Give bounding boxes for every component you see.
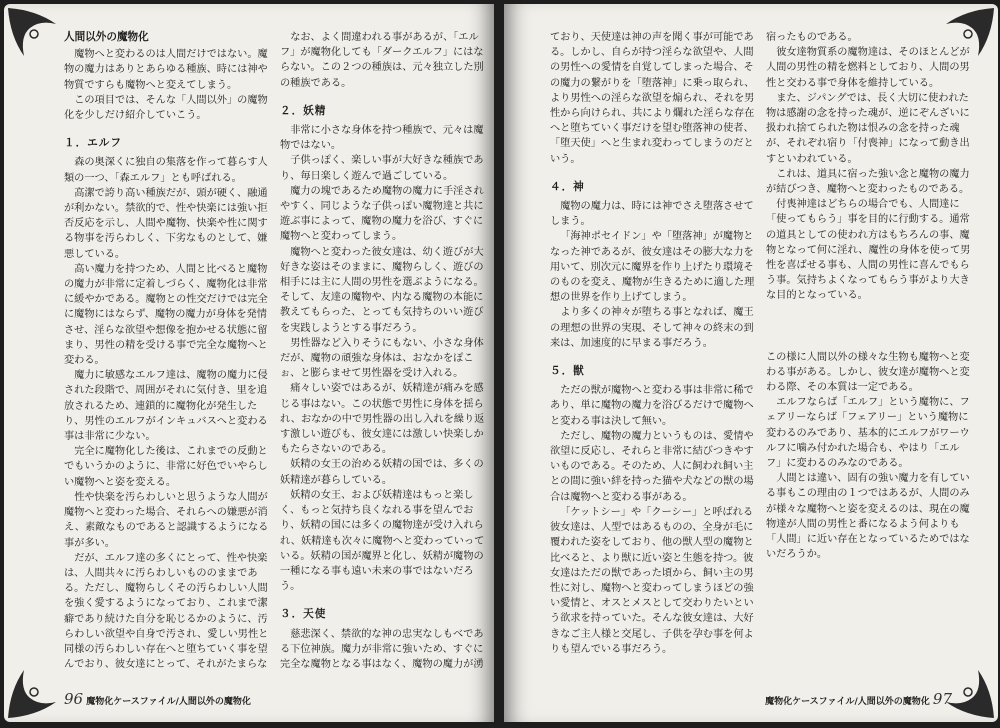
intro-paragraph: この項目では、そんな「人間以外」の魔物化を少しだけ紹介していこう。 bbox=[64, 94, 268, 122]
body-paragraph: 妖精の女王、および妖精達はもっと楽しく、もっと気持ち良くなれる事を望んでおり、妖精の国には多くの魔物達が受け入れられ、妖精達も次々に魔物へと変わっていっている。妖精の国が魔界と化し、妖精が魔物の一種になる事も遠い未来の事ではないだろう。 bbox=[280, 489, 485, 593]
body-paragraph: これは、道具に宿った強い念と魔物の魔力が結びつき、魔物へと変わったものである。 bbox=[766, 168, 970, 196]
body-paragraph: 非常に小さな身体を持つ種族で、元々は魔物ではない。 bbox=[280, 125, 484, 152]
body-paragraph: 痛々しい姿ではあるが、妖精達が痛みを感じる事はない。この状態で男性に身体を揺られ、おなかの中で男性器の出し入れを繰り返す激しい遊びも、彼女達には激しい快楽しかもたらさないのである。 bbox=[280, 383, 485, 456]
page-number: 97 bbox=[932, 690, 952, 708]
right-column-2 bbox=[766, 30, 972, 670]
body-paragraph: エルフならば「エルフ」という魔物に、フェアリーならば「フェアリー」という魔物に変わるのみであり、基本的にエルフがワーウルフに噛み付かれた場合も、やはり「エルフ」に変わるのみなのである。 bbox=[766, 397, 970, 470]
body-paragraph: 高潔で誇り高い種族だが、頭が硬く、融通が利かない。禁欲的で、性や快楽には強い拒否反応を示し、人間や魔物、快楽や性に関する物事を汚らわしく、下劣なものとして、嫌悪している。 bbox=[64, 187, 268, 260]
section-heading: １．エルフ bbox=[64, 137, 122, 150]
body-paragraph: 完全に魔物化した後は、これまでの反動とでもいうかのように、非常に好色でいやらしい魔物へと姿を変える。 bbox=[64, 446, 268, 488]
intro-paragraph: 魔物へと変わるのは人間だけではない。魔物の魔力はありとあらゆる種族、時には神や物質ですらも魔物へと変えてしまう。 bbox=[64, 49, 268, 91]
running-footer-title: 魔物化ケースファイル/人間以外の魔物化 bbox=[86, 697, 251, 707]
body-paragraph: 高い魔力を持つため、人間と比べると魔物の魔力が非常に定着しづらく、魔物化は非常に緩やかである。魔物との性交だけでは完全に魔物にはならず、魔物の魔力が身体を発情させ、淫らな欲望や想像を抱かせる状態に留まり、男性の精を受ける事で完全な魔物へと変わる。 bbox=[64, 263, 268, 367]
body-paragraph: この様に人間以外の様々な生物も魔物へと変わる事がある。しかし、彼女達が魔物へと変わる際、その本質は一定である。 bbox=[766, 351, 970, 394]
right-column-1 bbox=[550, 30, 756, 670]
body-paragraph: 妖精の女王の治める妖精の国では、多くの妖精達が暮らしている。 bbox=[280, 459, 484, 486]
section-spacer bbox=[766, 304, 972, 350]
body-paragraph: なお、よく間違われる事があるが、「エルフ」が魔物化しても「ダークエルフ」にはならない。この２つの種族は、元々独立した別の種族である。 bbox=[280, 32, 484, 89]
section-heading: ４．神 bbox=[550, 180, 585, 193]
body-paragraph: 宿ったものである。 bbox=[766, 32, 858, 43]
body-paragraph: ており、天使達は神の声を聞く事が可能である。しかし、自らが持つ淫らな欲望や、人間の男性への愛情を自覚してしまった場合、その魔力の繋がりを「堕落神」に乗っ取られ、より男性への淫らな欲望を煽られ、それを男性から向けられ、共により爛れた淫らな存在へと堕ちていく事だけを望む堕落神の使者、「堕天使」へと生まれ変わってしまうのだという。 bbox=[550, 32, 755, 165]
body-paragraph: 「ケットシー」や「クーシー」と呼ばれる彼女達は、人型ではあるものの、全身が毛に覆われた姿をしており、他の獣人型の魔物と比べると、より獣に近い姿と生態を持つ。彼女達はただの獣であった頃から、飼い主の男性に対し、魔物へと変わってしまうほどの強い愛情と、オスとメスとして交わりたいという欲求を持っていた。そんな彼女達は、大好きなご主人様と交尾し、子供を孕む事を何よりも望んでいる事だろう。 bbox=[550, 506, 754, 655]
body-paragraph: 慈悲深く、禁欲的な神の忠実なしもべである下位神族。魔力が非常に強いため、すぐに完全な魔物となる事はなく、魔物の魔力が湧 bbox=[280, 628, 484, 670]
body-paragraph: 魔力の塊であるため魔物の魔力に手淫されやすく、同じような子供っぽい魔物達と共に遊ぶ事によって、魔物の魔力を浴び、すぐに魔物へと変わってしまう。 bbox=[280, 185, 484, 243]
left-page-footer bbox=[64, 690, 251, 708]
body-paragraph: より多くの神々が堕ちる事となれば、魔王の理想の世界の実現、そして神々の終末の到来は、加速度的に早まる事だろう。 bbox=[550, 307, 754, 349]
page-number: 96 bbox=[64, 690, 84, 708]
left-column-1 bbox=[64, 30, 270, 670]
left-page bbox=[4, 4, 494, 722]
body-paragraph: 彼女達物質系の魔物達は、そのほとんどが人間の男性の精を燃料としており、人間の男性と交わる事で身体を維持している。 bbox=[766, 47, 970, 89]
body-paragraph: 子供っぽく、楽しい事が大好きな種族であり、毎日楽しく遊んで過ごしている。 bbox=[280, 155, 484, 182]
body-paragraph: 魔物の魔力は、時には神でさえ堕落させてしまう。 bbox=[550, 201, 754, 228]
body-paragraph: また、ジパングでは、長く大切に使われた物は感謝の念を持った魂が、逆にぞんざいに扱われ捨てられた物は恨みの念を持った魂が、それぞれ宿り「付喪神」になって動き出すといわれている。 bbox=[766, 92, 970, 165]
section-heading: ２．妖精 bbox=[280, 104, 327, 117]
body-paragraph: 人間とは違い、固有の強い魔力を有している事もこの理由の１つではあるが、人間のみが様々な魔物へと姿を変えるのは、現在の魔物達が人間の男性と番になるよう何よりも「人間」に近い存在となっているためではないだろうか。 bbox=[766, 473, 970, 561]
body-paragraph: 性や快楽を汚らわしいと思うような人間が魔物へと変わった場合、それらへの嫌悪が消え、素敵なものであると認識するようになる事が多い。 bbox=[64, 491, 269, 549]
body-paragraph: だが、エルフ達の多くにとって、性や快楽は、人間共々に汚らわしいもののままである。ただし、魔物らしくその汚らわしい人間を強く愛するようになっており、これまで潔癖であり続けた自分を恥じるかのように、汚らわしい欲望や自身で汚され、愛しい男性と同様の汚らわしい存在へと堕ちていく事を望んでおり、彼女達にとって、それがたまらな bbox=[64, 552, 269, 670]
body-paragraph: 「海神ポセイドン」や「堕落神」が魔物となった神であるが、彼女達はその膨大な力を用いて、別次元に魔界を作り上げたり環境そのものを変え、魔物が生きるために適した理想の世界を作り上げてしまう。 bbox=[550, 231, 755, 304]
corner-ornament-icon bbox=[6, 6, 64, 64]
body-paragraph: 魔物へと変わった彼女達は、幼く遊びが大好きな姿はそのままに、魔物らしく、遊びの相手には主に人間の男性を選ぶようになる。そして、友達の魔物や、内なる魔物の本能に教えてもらった、とっても気持ちのいい遊びを実践しようとする事だろう。 bbox=[280, 246, 484, 334]
right-page bbox=[504, 4, 998, 722]
body-paragraph: ただし、魔物の魔力というものは、愛情や欲望に反応し、それらと非常に結びつきやすいものである。そのため、人に飼われ飼い主との間に強い絆を持った猫や犬などの獣の場合は魔物へと変わる事がある。 bbox=[550, 430, 754, 503]
left-column-2 bbox=[280, 30, 486, 670]
body-paragraph: 付喪神達はどちらの場合でも、人間達に「使ってもらう」事を目的に行動する。通常の道具としての使われ方はもちろんの事、魔物となって何に淫れ、魔性の身体を使って男性を喜ばせる事も、人間の男性に喜んでもらう事。気持ちよくなってもらう事がより大きな目的となっている。 bbox=[766, 199, 971, 302]
body-paragraph: 魔力に敏感なエルフ達は、魔物の魔力に侵された段階で、周囲がそれに気付き、里を追放されるため、連鎖的に魔物化が発生したり、男性のエルフがインキュバスへと変わる事は非常に少ない。 bbox=[64, 370, 268, 443]
section-heading: ５．獣 bbox=[550, 365, 585, 378]
right-page-footer bbox=[765, 690, 952, 708]
running-footer-title: 魔物化ケースファイル/人間以外の魔物化 bbox=[765, 697, 930, 707]
body-paragraph: ただの獣が魔物へと変わる事は非常に稀であり、単に魔物の魔力を浴びるだけで魔物へと変わる事は決して無い。 bbox=[550, 385, 754, 427]
article-heading: 人間以外の魔物化 bbox=[64, 31, 149, 43]
corner-ornament-icon bbox=[6, 662, 64, 720]
body-paragraph: 男性器など入りそうにもない、小さな身体だが、魔物の頑強な身体は、おなかをぽこぉ、と膨らませて男性器を受け入れる。 bbox=[280, 337, 484, 380]
body-paragraph: 森の奥深くに独自の集落を作って暮らす人類の一つ、「森エルフ」とも呼ばれる。 bbox=[64, 157, 268, 184]
section-heading: ３．天使 bbox=[280, 608, 327, 621]
